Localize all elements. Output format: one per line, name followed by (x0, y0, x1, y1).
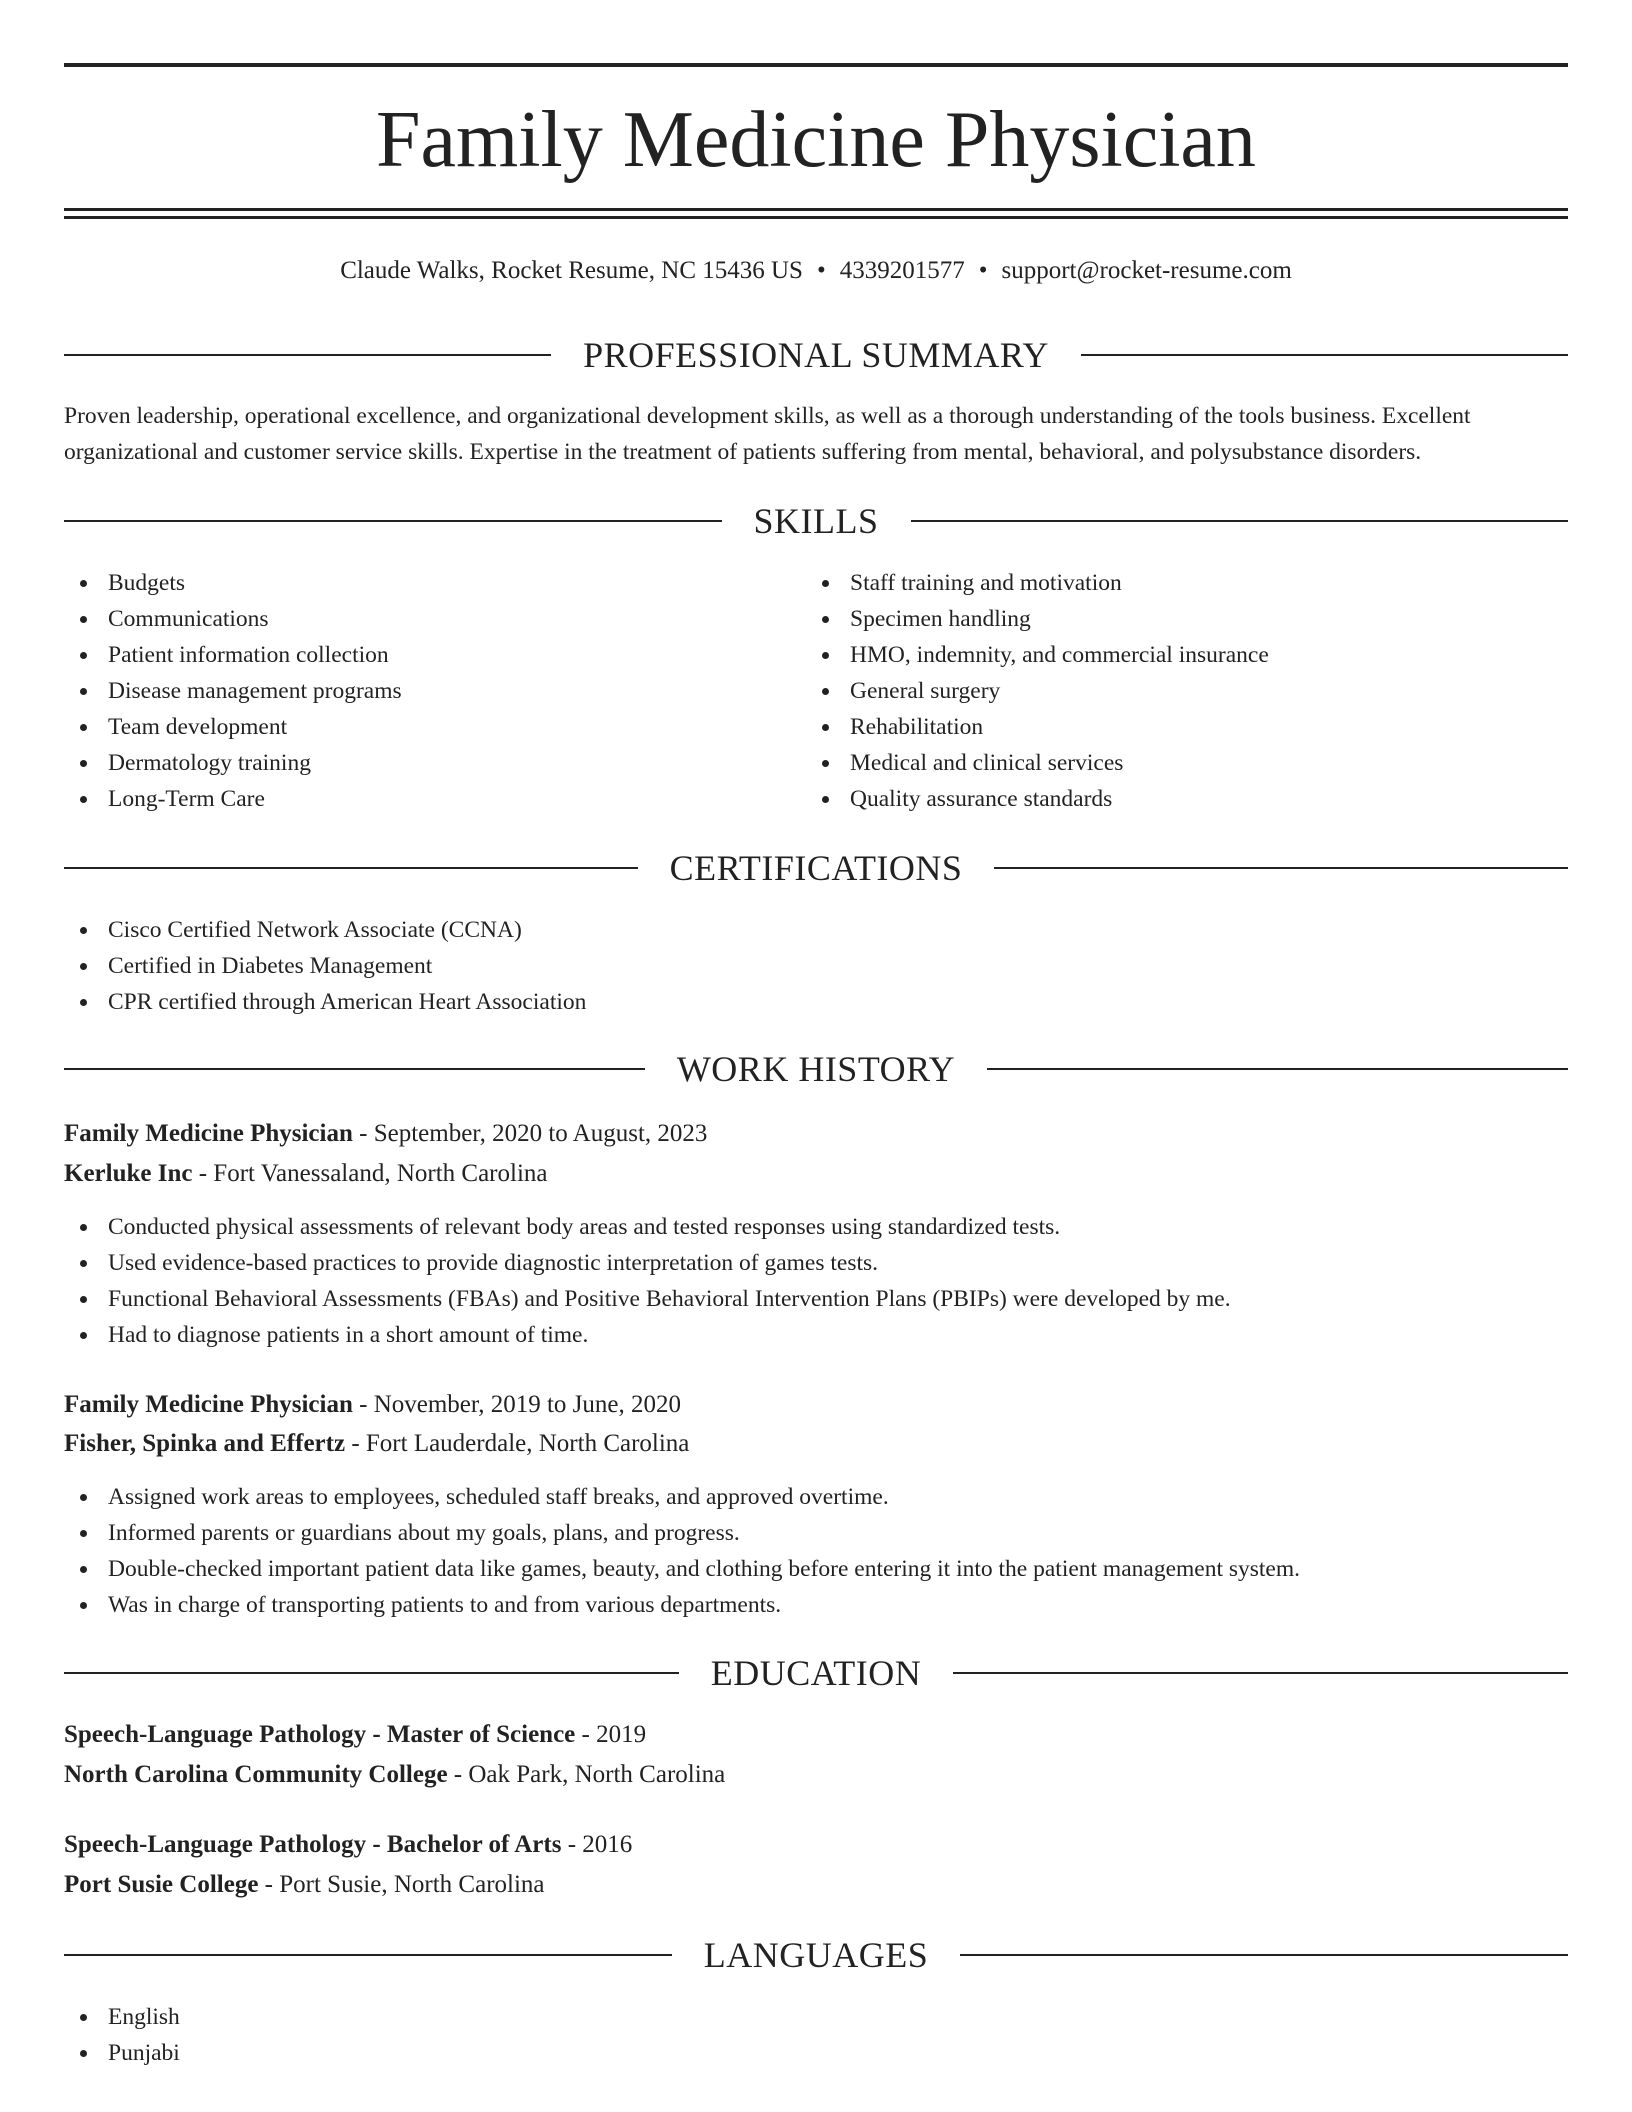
job-title-line (64, 1117, 1568, 1151)
section-header-skills (64, 499, 1568, 543)
summary-text: Proven leadership, operational excellence, and organizational development skills, as well as a thorough understanding of the tools business. Excellent organizational and customer service skills. Expertise in the treatment of patients suffering from mental, behavioral, and polysubstance disorders. (64, 403, 1471, 465)
skill-item: Long-Term Care (64, 781, 764, 817)
job-dates: - November, 2019 to June, 2020 (352, 1391, 681, 1418)
education-year: - 2016 (561, 1831, 633, 1858)
job-company: Fisher, Spinka and Effertz (64, 1430, 346, 1457)
contact-email: support@rocket-resume.com (1001, 257, 1292, 284)
job-bullet: Informed parents or guardians about my goals, plans, and progress. (64, 1515, 1568, 1551)
certification-item: Cisco Certified Network Associate (CCNA) (64, 912, 586, 948)
education-location: - Port Susie, North Carolina (258, 1871, 545, 1898)
section-title-languages: LANGUAGES (703, 1935, 929, 1975)
divider-line (64, 520, 722, 522)
section-header-languages (64, 1933, 1568, 1977)
education-degree-line (64, 1718, 1568, 1752)
skill-item: Rehabilitation (806, 709, 1566, 745)
skills-list-right (806, 565, 1566, 817)
divider-line (911, 520, 1569, 522)
languages-list (64, 1999, 180, 2071)
skill-item: Communications (64, 601, 764, 637)
language-item: Punjabi (64, 2035, 180, 2071)
skill-item: Staff training and motivation (806, 565, 1566, 601)
education-degree: Speech-Language Pathology - Bachelor of Arts (64, 1831, 562, 1858)
section-title-education: EDUCATION (710, 1653, 922, 1693)
section-title-skills: SKILLS (753, 501, 879, 541)
skill-item: Team development (64, 709, 764, 745)
job-title-line (64, 1388, 1568, 1422)
skill-item: Quality assurance standards (806, 781, 1566, 817)
skill-item: Dermatology training (64, 745, 764, 781)
divider-line (953, 1672, 1568, 1674)
education-school-line (64, 1868, 1568, 1902)
divider-line (64, 867, 638, 869)
job-bullet: Conducted physical assessments of relevant body areas and tested responses using standardized tests. (64, 1209, 1568, 1245)
job-title: Family Medicine Physician (64, 1120, 353, 1147)
education-location: - Oak Park, North Carolina (447, 1761, 726, 1788)
skill-item: HMO, indemnity, and commercial insurance (806, 637, 1566, 673)
divider-line (64, 1068, 645, 1070)
education-school: North Carolina Community College (64, 1761, 448, 1788)
skills-list-left (64, 565, 764, 817)
job-company-line (64, 1427, 1568, 1461)
skill-item: Patient information collection (64, 637, 764, 673)
job-location: - Fort Vanessaland, North Carolina (192, 1160, 548, 1187)
contact-separator: • (816, 257, 826, 284)
section-header-work (64, 1047, 1568, 1091)
job-bullet: Assigned work areas to employees, scheduled staff breaks, and approved overtime. (64, 1479, 1568, 1515)
job-bullet: Functional Behavioral Assessments (FBAs) and Positive Behavioral Intervention Plans (PBIPs) were developed by me. (64, 1281, 1568, 1317)
job-bullet: Was in charge of transporting patients to and from various departments. (64, 1587, 1568, 1623)
job-company: Kerluke Inc (64, 1160, 193, 1187)
divider-line (64, 354, 551, 356)
job-bullets (64, 1209, 1568, 1353)
education-school: Port Susie College (64, 1871, 259, 1898)
job-title: Family Medicine Physician (64, 1391, 353, 1418)
skill-item: Medical and clinical services (806, 745, 1566, 781)
skill-item: Disease management programs (64, 673, 764, 709)
job-company-line (64, 1157, 1568, 1191)
contact-phone: 4339201577 (839, 257, 965, 284)
divider-line (994, 867, 1568, 869)
skill-item: Budgets (64, 565, 764, 601)
section-header-education (64, 1651, 1568, 1695)
education-year: - 2019 (575, 1721, 647, 1748)
divider-line (960, 1954, 1568, 1956)
skill-item: Specimen handling (806, 601, 1566, 637)
section-title-work: WORK HISTORY (676, 1049, 956, 1089)
section-header-certifications (64, 846, 1568, 890)
skill-item: General surgery (806, 673, 1566, 709)
divider-line (64, 1672, 679, 1674)
title-double-rule (64, 208, 1568, 219)
certification-item: CPR certified through American Heart Association (64, 984, 586, 1020)
job-dates: - September, 2020 to August, 2023 (352, 1120, 708, 1147)
job-bullet: Used evidence-based practices to provide diagnostic interpretation of games tests. (64, 1245, 1568, 1281)
divider-line (1081, 354, 1568, 356)
language-item: English (64, 1999, 180, 2035)
top-rule (64, 63, 1568, 67)
divider-line (987, 1068, 1568, 1070)
job-bullet: Double-checked important patient data like games, beauty, and clothing before entering it into the patient management system. (64, 1551, 1568, 1587)
contact-line (64, 254, 1568, 288)
education-degree-line (64, 1828, 1568, 1862)
certifications-list (64, 912, 586, 1020)
certification-item: Certified in Diabetes Management (64, 948, 586, 984)
job-bullet: Had to diagnose patients in a short amount of time. (64, 1317, 1568, 1353)
education-degree: Speech-Language Pathology - Master of Science (64, 1721, 576, 1748)
education-school-line (64, 1758, 1568, 1792)
resume-title: Family Medicine Physician (376, 96, 1256, 184)
job-location: - Fort Lauderdale, North Carolina (345, 1430, 690, 1457)
section-header-summary (64, 333, 1568, 377)
section-title-summary: PROFESSIONAL SUMMARY (583, 335, 1049, 375)
section-title-certifications: CERTIFICATIONS (669, 848, 963, 888)
divider-line (64, 1954, 672, 1956)
contact-address: Claude Walks, Rocket Resume, NC 15436 US (340, 257, 803, 284)
job-bullets (64, 1479, 1568, 1623)
contact-separator: • (978, 257, 988, 284)
